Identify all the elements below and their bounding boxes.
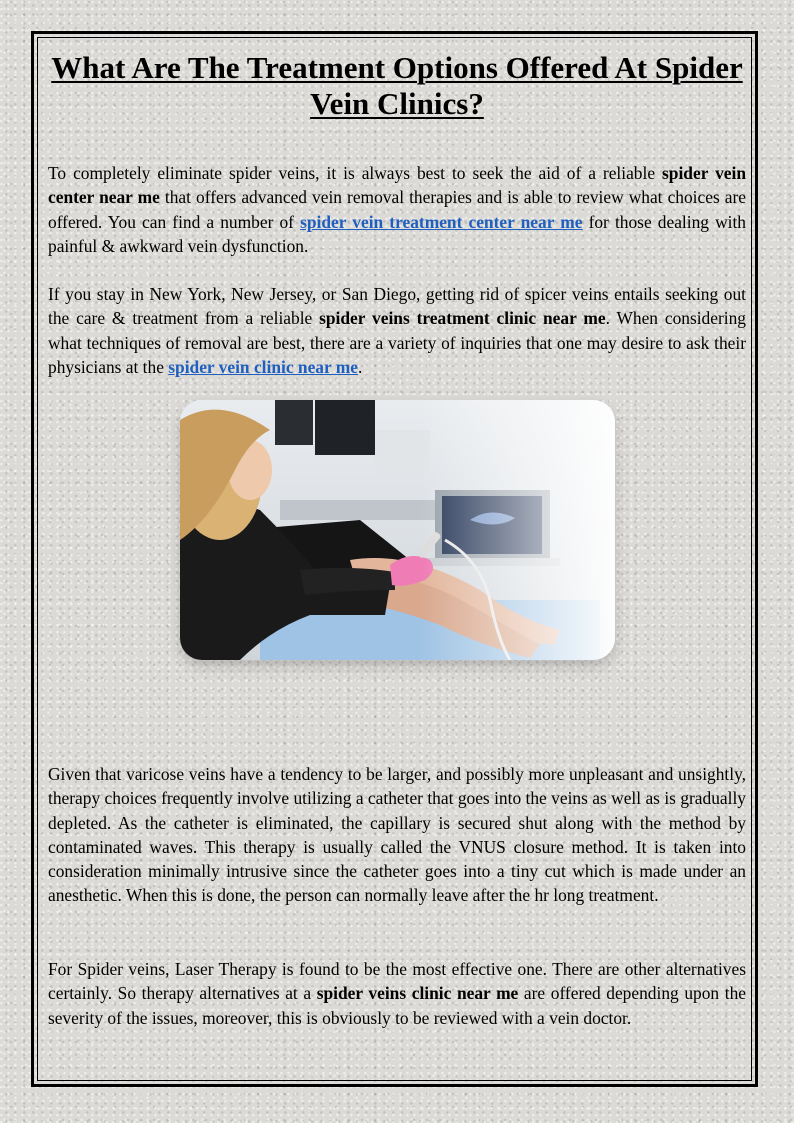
- paragraph-laser: [48, 957, 746, 1030]
- text: are offered depending upon the severity of the issues, moreover, this is obviously to be reviewed with a vein doctor.: [48, 983, 746, 1028]
- paragraph-intro: [48, 161, 746, 258]
- bold-keyword: spider veins treatment clinic near me: [319, 308, 606, 329]
- paragraph-varicose: [48, 762, 746, 908]
- bold-keyword: spider vein center near me: [48, 163, 746, 208]
- link-spider-vein-treatment-center[interactable]: spider vein treatment center near me: [300, 211, 583, 232]
- text: For Spider veins, Laser Therapy is found to be the most effective one. There are other alternatives certainly. So therapy alternatives at a: [48, 959, 746, 1004]
- text: Given that varicose veins have a tendency to be larger, and possibly more unpleasant and unsightly, therapy choices frequently involve utilizing a catheter that goes into the veins as well as is gradually depleted. As the catheter is eliminated, the capillary is secured shut along with the method by contaminated waves. This therapy is usually called the VNUS closure method. It is taken into consideration minimally intrusive since the catheter goes into a tiny cut which is made under an anesthetic. When this is done, the person can normally leave after the hr long treatment.: [48, 764, 746, 906]
- paragraph-location: [48, 282, 746, 379]
- text: .: [357, 356, 363, 377]
- treatment-photo: [180, 400, 615, 660]
- bold-keyword: spider veins clinic near me: [316, 983, 519, 1004]
- text: To completely eliminate spider veins, it is always best to seek the aid of a reliable: [48, 163, 663, 183]
- text: If you stay in New York, New Jersey, or San Diego, getting rid of spicer veins entails seeking out the care & treatment from a reliable: [48, 284, 746, 329]
- text: for those dealing with painful & awkward vein dysfunction.: [48, 211, 747, 256]
- text: . When considering what techniques of removal are best, there are a variety of inquiries that one may desire to ask their physicians at the: [48, 308, 746, 377]
- page-title: What Are The Treatment Options Offered At Spider Vein Clinics?: [51, 50, 743, 121]
- link-spider-vein-clinic[interactable]: spider vein clinic near me: [168, 356, 358, 377]
- text: that offers advanced vein removal therapies and is able to review what choices are offered. You can find a number of: [48, 187, 746, 232]
